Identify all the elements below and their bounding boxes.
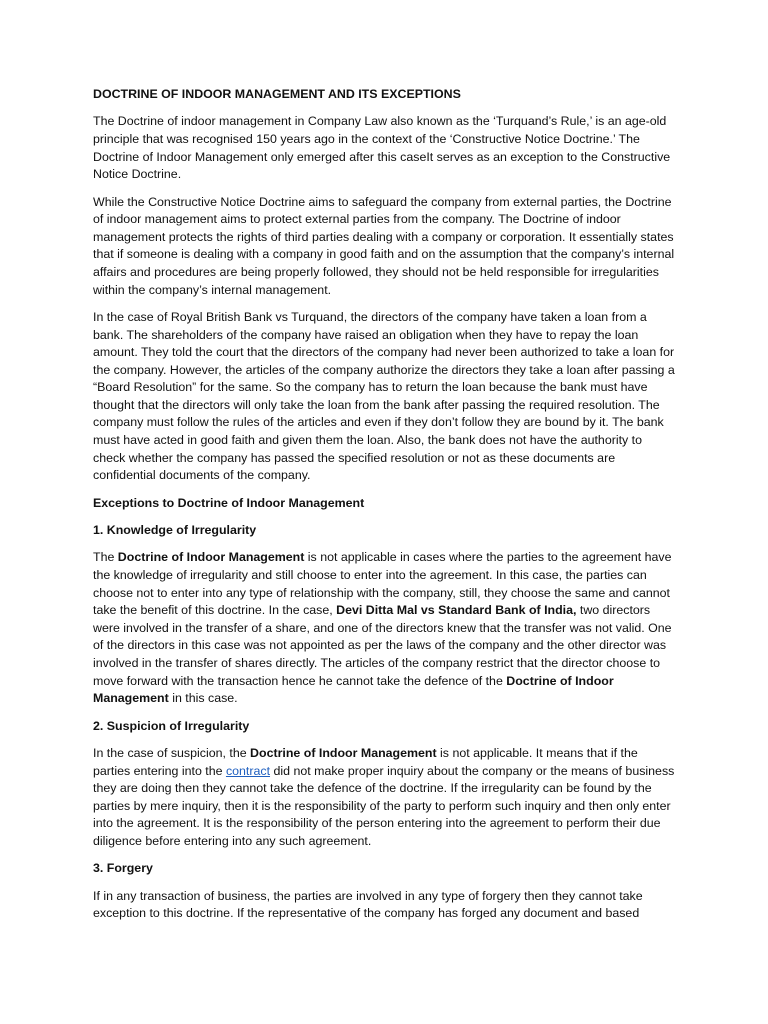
document-page — [93, 86, 677, 933]
section-1-bold-3: Doctrine of Indoor Management — [93, 673, 614, 706]
document-title: DOCTRINE OF INDOOR MANAGEMENT AND ITS EXCEPTIONS — [93, 87, 461, 101]
section-1-text-2: is not applicable in cases where the parties to the agreement have the knowledge of irregularity and still choose to enter into the agreement. In this case, the parties can choose not to enter into any type of relationship with the company, still, they choose the same and cannot take the benefit of this doctrine. In the case, — [93, 550, 672, 618]
section-1-text-3: two directors were involved in the transfer of a share, and one of the directors knew that the transfer was not valid. One of the directors in this case was not appointed as per the laws of the company and the other director was involved in the transfer of shares directly. The articles of the company restrict that the director choose to move forward with the transaction hence he cannot take the defence of the — [93, 603, 672, 688]
exceptions-heading: Exceptions to Doctrine of Indoor Management — [93, 495, 365, 510]
section-3-heading: 3. Forgery — [93, 861, 153, 876]
section-2-text-3: did not make proper inquiry about the company or the means of business they are doing then they cannot take the defence of the doctrine. If the irregularity can be found by the parties by mere inquiry, then it is the responsibility of the party to perform such inquiry and then only enter into the agreement. It is the responsibility of the person entering into the agreement to perform their due diligence before entering into any such agreement. — [93, 763, 675, 848]
section-2-heading: 2. Suspicion of Irregularity — [93, 718, 250, 733]
intro-paragraph-2: While the Constructive Notice Doctrine aims to safeguard the company from external parties, the Doctrine of indoor management aims to protect external parties from the company. The Doctrine of indoor management protects the rights of third parties dealing with a company or corporation. It essentially states that if someone is dealing with a company in good faith and on the assumption that the company’s internal affairs and procedures are being properly followed, they should not be held responsible for irregularities within the company’s internal management. — [93, 194, 675, 297]
section-1-text-4: in this case. — [168, 691, 238, 706]
section-2-text-2: is not applicable. It means that if the parties entering into the — [93, 745, 638, 778]
section-2-bold-1: Doctrine of Indoor Management — [250, 745, 437, 760]
section-1-heading: 1. Knowledge of Irregularity — [93, 523, 257, 538]
section-3-paragraph: If in any transaction of business, the parties are involved in any type of forgery then they cannot take exception to this doctrine. If the representative of the company has forged any document and based — [93, 888, 643, 921]
intro-paragraph-3: In the case of Royal British Bank vs Turquand, the directors of the company have taken a loan from a bank. The shareholders of the company have raised an obligation when they have to repay the loan amount. They told the court that the directors of the company had never been authorized to take a loan for the company. However, the articles of the company authorize the directors they take a loan after passing a “Board Resolution” for the same. So the company has to return the loan because the bank must have thought that the directors will only take the loan from the bank after passing the required resolution. The company must follow the rules of the articles and even if they don’t follow they are bound by it. The bank must have acted in good faith and given them the loan. Also, the bank does not have the authority to check whether the company has passed the specified resolution or not as these documents are confidential documents of the company. — [93, 309, 675, 483]
section-1-text-1: The — [93, 550, 118, 565]
section-2-paragraph — [93, 745, 677, 851]
intro-paragraph-1: The Doctrine of indoor management in Company Law also known as the ‘Turquand’s Rule,’ is an age-old principle that was recognised 150 years ago in the context of the ‘Constructive Notice Doctrine.’ The Doctrine of Indoor Management only emerged after this caseIt serves as an exception to the Constructive Notice Doctrine. — [93, 114, 671, 182]
section-2-text-1: In the case of suspicion, the — [93, 745, 251, 760]
contract-link[interactable]: contract — [225, 763, 271, 778]
section-1-paragraph — [93, 549, 677, 707]
section-1-case-name: Devi Ditta Mal vs Standard Bank of India, — [336, 603, 577, 618]
section-1-bold-1: Doctrine of Indoor Management — [117, 550, 305, 565]
